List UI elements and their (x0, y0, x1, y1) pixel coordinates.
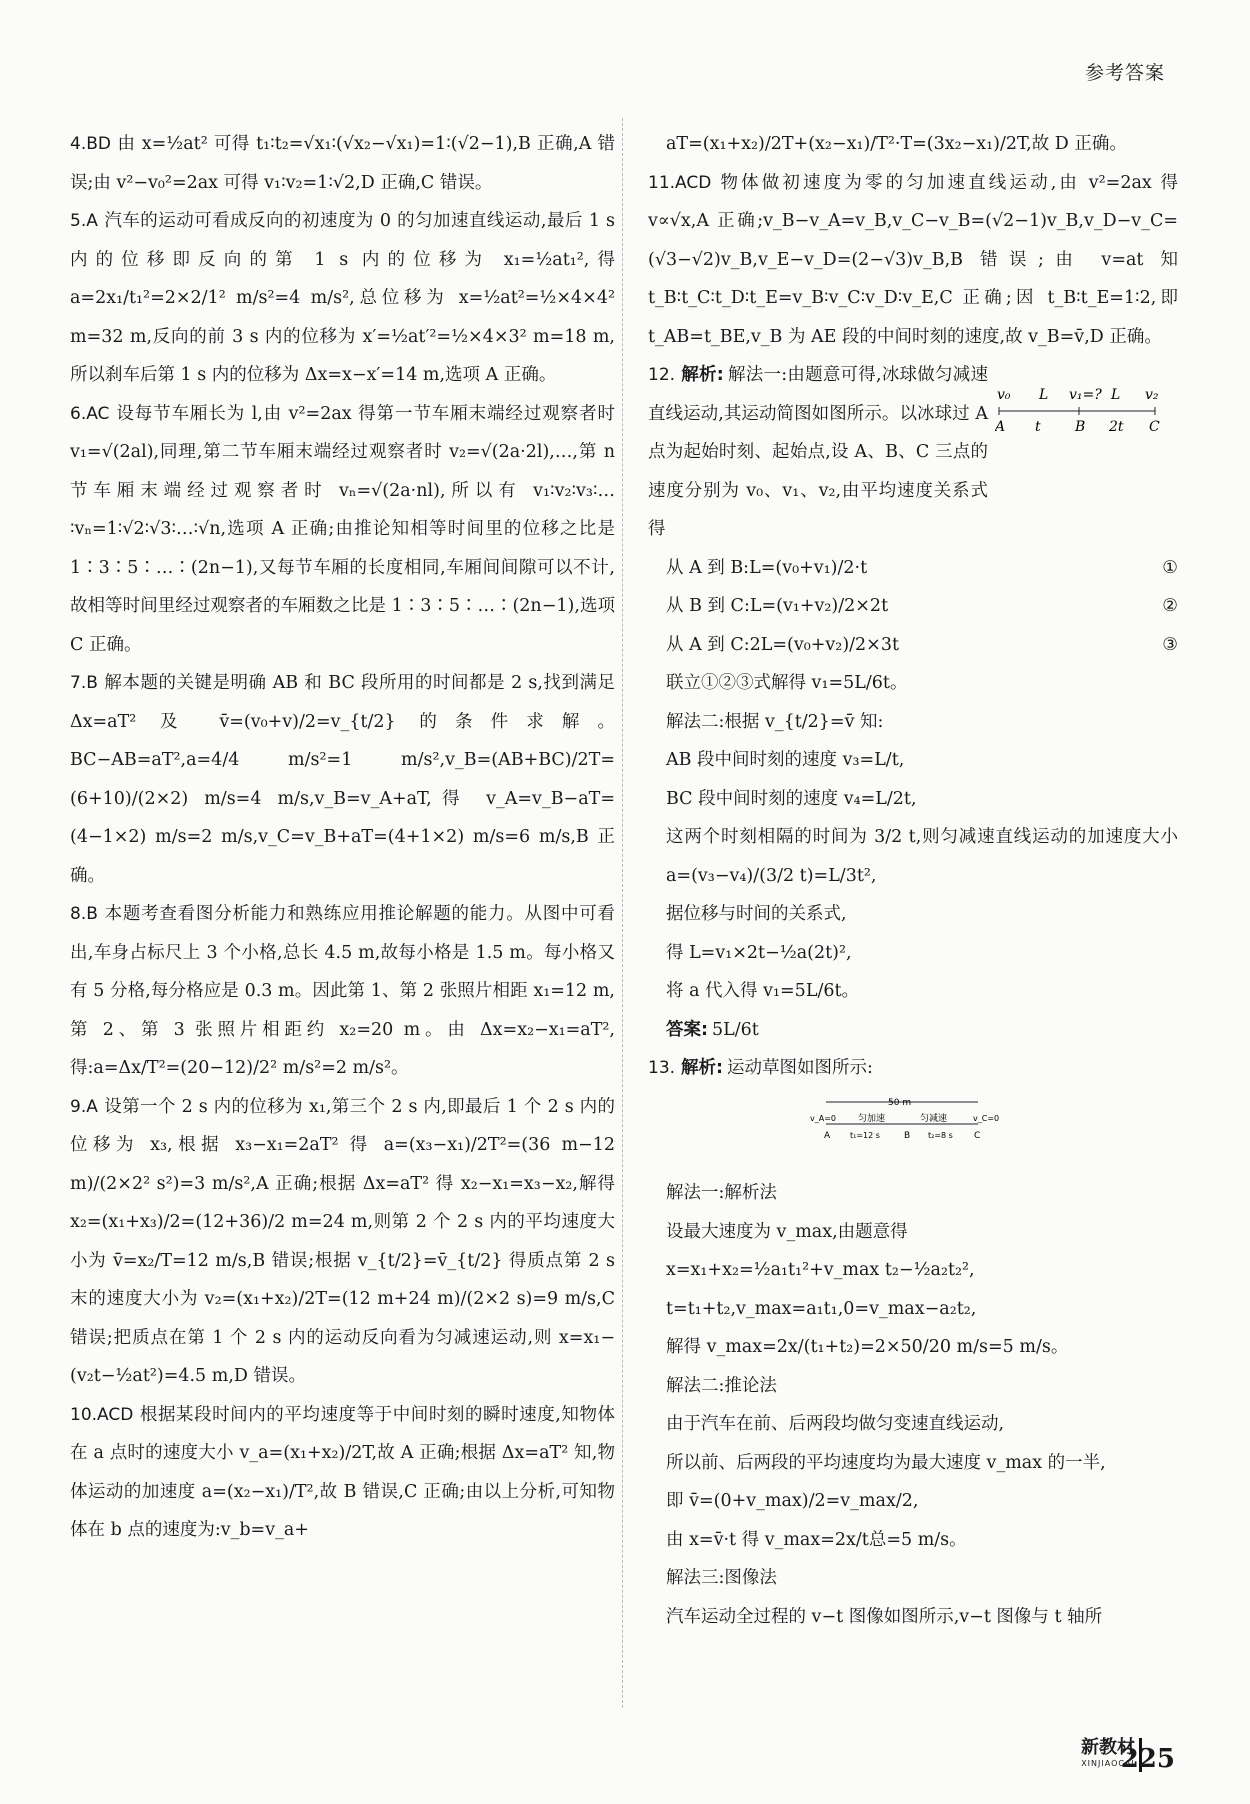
distance-label: 50 m (888, 1097, 912, 1108)
svg-text:v₀: v₀ (997, 387, 1011, 403)
svg-text:t₂=8 s: t₂=8 s (928, 1130, 953, 1140)
equation-1: 从 A 到 B:L=(v₀+v₁)/2·t ① (666, 557, 1178, 578)
svg-text:t: t (1035, 419, 1041, 435)
answer-item-13: 13. 解析: 运动草图如图所示: 50 m v_A=0 匀加速 匀减速 v_C=0 A t₁=12 s B t₂=8 s C 解法一:解析法 设最大速度为 v_max,由题意得 x=x₁+x₂=½a₁t₁²+v_max t₂−½a₂t₂², t=t₁+t₂,v_max=a₁t₁,0=v_max−a₂t₂, 解得 v_max=2x/(t₁+t₂)=2×50/20 m/s=5 m/s。 解法二:推论法 由于汽车在前、后两段均做匀变速直线运动, 所以前、后两段的平均速度均为最大速度 v_max 的一半, 即 v̄=(0+v_max)/2=v_max/2, 由 x=v̄·t 得 v_max=2x/t总=5 m/s。 解法三:图像法 汽车运动全过程的 v−t 图像如图所示,v−t 图像与 t 轴所 (648, 1058, 1106, 1627)
answer-item-9: 9.A 设第一个 2 s 内的位移为 x₁,第三个 2 s 内,即最后 1 个 2 s 内的位移为 x₃,根据 x₃−x₁=2aT² 得 a=(x₃−x₁)/2T²=(36 m−12 m)/(2×2² s²)=3 m/s²,A 正确;根据 Δx=aT² 得 x₂−x₁=x₃−x₂,解得 x₂=(x₁+x₃)/2=(12+36)/2 m=24 m,则第 2 个 2 s 内的平均速度大小为 v̄=x₂/T=12 m/s,B 错误;根据 v_{t/2}=v̄_{t/2} 得质点第 2 s 末的速度大小为 v₂=(x₁+x₂)/2T=(12 m+24 m)/(2×2 s)=9 m/s,C 错误;把质点在第 1 个 2 s 内的运动反向看为匀减速运动,则 x=x₁−(v₂t−½at²)=4.5 m,D 错误。 (70, 1096, 615, 1386)
answer-item-12: 12. 解析: 解法一:由题意可得,冰球做匀减速直线运动,其运动简图如图所示。以冰球过 A 点为起始时刻、起始点,设 A、B、C 三点的速度分别为 v₀、v₁、v₂,由平均速度关系式得 从 A 到 B:L=(v₀+v₁)/2·t ① 从 B 到 C:L=(v₁+v₂)/2×2t ② 从 A 到 C:2L=(v₀+v₂)/2×3t ③ 联立①②③式解得 v₁=5L/6t。 解法二:根据 v_{t/2}=v̄ 知: AB 段中间时刻的速度 v₃=L/t, BC 段中间时刻的速度 v₄=L/2t, 这两个时刻相隔的时间为 3/2 t,则匀减速直线运动的加速度大小 a=(v₃−v₄)/(3/2 t)=L/3t², 据位移与时间的关系式, 得 L=v₁×2t−½a(2t)², 将 a 代入得 v₁=5L/6t。 答案: 5L/6t (648, 356, 1178, 1049)
svg-text:匀减速: 匀减速 (920, 1113, 948, 1124)
svg-text:L: L (1039, 387, 1049, 403)
page-number: 225 (1120, 1744, 1175, 1774)
answer-item-8: 8.B 本题考查看图分析能力和熟练应用推论解题的能力。从图中可看出,车身占标尺上 3 个小格,总长 4.5 m,故每小格是 1.5 m。每小格又有 5 分格,每分格应是 0.3 m。因此第 1、第 2 张照片相距 x₁=12 m,第 2、第 3 张照片相距约 x₂=20 m。由 Δx=x₂−x₁=aT²,得:a=Δx/T²=(20−12)/2² m/s²=2 m/s²。 (70, 904, 615, 1078)
answer-item-10-continued: aT=(x₁+x₂)/2T+(x₂−x₁)/T²·T=(3x₂−x₁)/2T,故 D 正确。 (666, 134, 1127, 154)
answer-item-6: 6.AC 设每节车厢长为 l,由 v²=2ax 得第一节车厢末端经过观察者时 v₁=√(2al),同理,第二节车厢末端经过观察者时 v₂=√(2a·2l),…,第 n 节车厢末端经过观察者时 vₙ=√(2a·nl),所以有 v₁∶v₂∶v₃∶…∶vₙ=1∶√2∶√3∶…∶√n,选项 A 正确;由推论知相等时间里的位移之比是 1∶3∶5∶…∶(2n−1),又每节车厢的长度相同,车厢间间隙可以不计,故相等时间里经过观察者的车厢数之比是 1∶3∶5∶…∶(2n−1),选项 C 正确。 (70, 403, 615, 655)
svg-text:C: C (1149, 419, 1160, 435)
svg-text:A: A (995, 419, 1006, 435)
svg-text:2t: 2t (1109, 419, 1124, 435)
answer-item-10: 10.ACD 根据某段时间内的平均速度等于中间时刻的瞬时速度,知物体在 a 点时的速度大小 v_a=(x₁+x₂)/2T,故 A 正确;根据 Δx=aT² 知,物体运动的加速度 a=(x₂−x₁)/T²,故 B 错误,C 正确;由以上分析,可知物体在 b 点的速度为:v_b=v_a+ (70, 1404, 615, 1540)
header-title: 参考答案 (1084, 62, 1165, 84)
ice-puck-motion-figure (995, 385, 1165, 445)
left-column (70, 125, 615, 1550)
answer-item-11: 11.ACD 物体做初速度为零的匀加速直线运动,由 v²=2ax 得 v∝√x,A 正确;v_B−v_A=v_B,v_C−v_B=(√2−1)v_B,v_D−v_C=(√3−√2)v_B,v_E−v_D=(2−√3)v_B,B 错误;由 v=at 知 t_B∶t_C∶t_D∶t_E=v_B∶v_C∶v_D∶v_E,C 正确;因 t_B∶t_E=1∶2,即 t_AB=t_BE,v_B 为 AE 段的中间时刻的速度,故 v_B=v̄,D 正确。 (648, 172, 1178, 347)
equation-3: 从 A 到 C:2L=(v₀+v₂)/2×3t ③ (666, 634, 1178, 655)
answer-item-7: 7.B 解本题的关键是明确 AB 和 BC 段所用的时间都是 2 s,找到满足 Δx=aT² 及 v̄=(v₀+v)/2=v_{t/2} 的条件求解。BC−AB=aT²,a=4/4 m/s²=1 m/s²,v_B=(AB+BC)/2T=(6+10)/(2×2) m/s=4 m/s,v_B=v_A+aT,得 v_A=v_B−aT=(4−1×2) m/s=2 m/s,v_C=v_B+aT=(4+1×2) m/s=6 m/s,B 正确。 (70, 673, 615, 886)
svg-text:匀加速: 匀加速 (858, 1113, 886, 1124)
svg-text:C: C (974, 1130, 981, 1141)
svg-text:v_C=0: v_C=0 (973, 1113, 1000, 1123)
answer-item-4: 4.BD 由 x=½at² 可得 t₁∶t₂=√x₁∶(√x₂−√x₁)=1∶(√2−1),B 正确,A 错误;由 v²−v₀²=2ax 可得 v₁∶v₂=1∶√2,D 正确,C 错误。 (70, 134, 615, 193)
svg-text:A: A (824, 1130, 831, 1141)
equation-2: 从 B 到 C:L=(v₁+v₂)/2×2t ② (666, 596, 1178, 616)
motion-sketch-figure (808, 1094, 1008, 1154)
svg-text:t₁=12 s: t₁=12 s (850, 1130, 880, 1140)
answer-line: 答案: 5L/6t (666, 1019, 759, 1040)
svg-text:L: L (1111, 387, 1121, 403)
svg-text:v₁=?: v₁=? (1069, 387, 1102, 403)
right-column (648, 125, 1178, 1636)
answer-item-5: 5.A 汽车的运动可看成反向的初速度为 0 的匀加速直线运动,最后 1 s 内的位移即反向的第 1 s 内的位移为 x₁=½at₁²,得 a=2x₁/t₁²=2×2/1² m/s²=4 m/s²,总位移为 x=½at²=½×4×4² m=32 m,反向的前 3 s 内的位移为 x′=½at′²=½×4×3² m=18 m,所以刹车后第 1 s 内的位移为 Δx=x−x′=14 m,选项 A 正确。 (70, 211, 615, 385)
brand-logo: 新教材 XINJIAOCAI (1081, 1737, 1135, 1768)
svg-text:v_A=0: v_A=0 (810, 1113, 836, 1123)
column-divider (622, 118, 623, 1708)
svg-text:B: B (1075, 419, 1086, 435)
svg-text:B: B (904, 1130, 911, 1141)
svg-text:v₂: v₂ (1145, 387, 1159, 403)
